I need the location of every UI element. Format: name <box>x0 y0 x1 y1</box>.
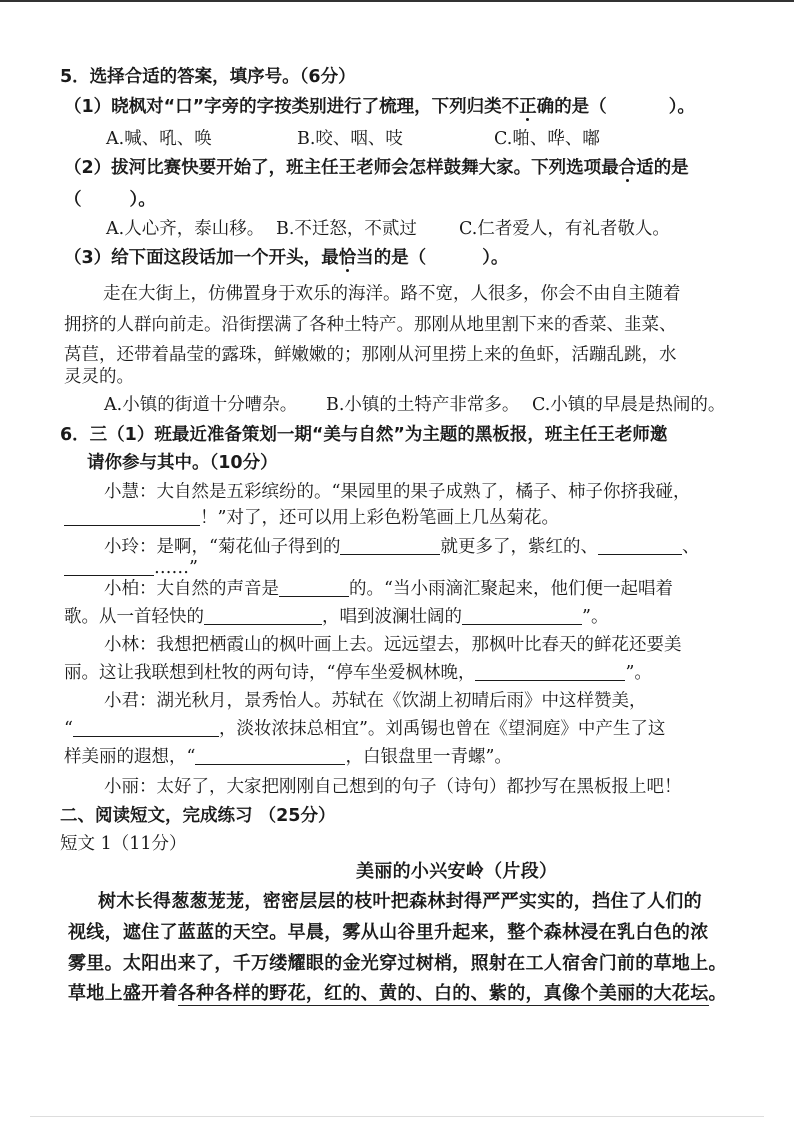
q5-passage-line: 走在大街上，仿佛置身于欢乐的海洋。路不宽，人很多，你会不由自主随着 <box>103 284 681 304</box>
q6-xiaobai-text-c: 歌。从一首轻快的 <box>64 607 204 627</box>
q6-xiaobai-blank-1[interactable] <box>279 578 349 597</box>
q5-sub2-pre: （2）拔河比赛快要开始了，班主任王老师会怎样鼓舞大家。下列选项 <box>64 158 602 178</box>
q5-sub3-close: ）。 <box>482 248 509 268</box>
q6-huixi-line2-text: ！”对了，还可以用上彩色粉笔画上几丛菊花。 <box>200 508 559 528</box>
q6-xiaobai-text-b: 的。“当小雨滴汇聚起来，他们便一起唱着 <box>349 579 673 599</box>
q5-sub2-close: ）。 <box>129 190 156 210</box>
q5-sub3 <box>64 247 508 269</box>
q6-xiaojun-open-quote: “ <box>64 719 73 739</box>
q5-sub2-post: 的是 <box>653 158 689 178</box>
q5-sub2-cont <box>64 189 156 211</box>
q6-xiaoling-text-c: 、 <box>681 537 700 557</box>
q5-sub3-option-a: A.小镇的街道十分嘈杂。 <box>104 395 298 415</box>
story-line: 树木长得葱葱茏茏，密密层层的枝叶把森林封得严严实实的，挡住了人们的 <box>98 891 702 912</box>
q6-xiaoling-text-b: 就更多了，紫红的、 <box>440 537 598 557</box>
q5-sub3-post: 的是（ <box>373 248 427 268</box>
q6-xiaojun-line1: 小君：湖光秋月，景秀怡人。苏轼在《饮湖上初晴后雨》中这样赞美， <box>104 691 647 711</box>
q6-xiaojun-line2 <box>64 718 665 740</box>
q5-passage-line: 灵灵的。 <box>64 367 134 387</box>
story-line: 视线，遮住了蓝蓝的天空。早晨，雾从山谷里升起来，整个森林浸在乳白色的浓 <box>68 922 709 943</box>
q6-xiaobai-text-e: ”。 <box>582 607 609 627</box>
q6-title-line1: 6．三（1）班最近准备策划一期“美与自然”为主题的黑板报，班主任王老师邀 <box>60 425 668 445</box>
section2-title: 二、阅读短文，完成练习 （25分） <box>60 806 336 826</box>
q5-passage-line: 莴苣，还带着晶莹的露珠，鲜嫩嫩的；那刚从河里捞上来的鱼虾，活蹦乱跳，水 <box>64 345 677 365</box>
q6-xiaobai-line2 <box>64 606 608 628</box>
story-title: 美丽的小兴安岭（片段） <box>356 861 558 882</box>
q6-xiaobai-text-d: ，唱到波澜壮阔的 <box>322 607 462 627</box>
q6-xiaoling-blank-1[interactable] <box>340 536 440 555</box>
page-bottom-line <box>30 1116 764 1117</box>
page-top-border <box>0 0 794 2</box>
q5-sub2 <box>64 157 689 179</box>
q5-sub1-option-b: B.咬、咽、吱 <box>297 129 403 149</box>
q5-sub3-option-c: C.小镇的早晨是热闹的。 <box>532 395 726 415</box>
q6-xiaojun-blank-2[interactable] <box>195 746 345 765</box>
q5-sub1-option-a: A.喊、吼、唤 <box>106 129 212 149</box>
q6-xiaoling-line2-end: ……” <box>154 558 198 578</box>
q6-xiaoling-line2 <box>64 557 198 579</box>
q6-xiaolin-line2 <box>64 662 652 684</box>
q5-sub1-post: 的是（ <box>554 97 607 117</box>
q6-xiaobai-blank-2[interactable] <box>204 606 322 625</box>
q6-xiaolin-line1: 小林：我想把栖霞山的枫叶画上去。远远望去，那枫叶比春天的鲜花还要美 <box>104 635 682 655</box>
q6-xiaoli-line: 小丽：太好了，大家把刚刚自己想到的句子（诗句）都抄写在黑板报上吧！ <box>104 777 682 797</box>
section2-passage-label: 短文 1（11分） <box>60 834 187 854</box>
q6-title-line2: 请你参与其中。（10分） <box>87 453 278 473</box>
q5-passage-line: 拥挤的人群向前走。沿街摆满了各种土特产。那刚从地里割下来的香菜、韭菜、 <box>64 315 677 335</box>
story-line: 雾里。太阳出来了，千万缕耀眼的金光穿过树梢，照射在工人宿舍门前的草地上。 <box>68 953 727 974</box>
q5-title: 5．选择合适的答案，填序号。（6分） <box>60 67 356 87</box>
q6-xiaoling-text-a: 小玲：是啊，“菊花仙子得到的 <box>104 537 341 557</box>
story-underlined-sentence: 各种各样的野花，红的、黄的、白的、紫的，真像个美丽的大花坛 <box>177 983 709 1004</box>
q5-sub3-dotted: 最恰当 <box>321 248 374 268</box>
story-last-line <box>68 983 727 1005</box>
story-last-end: 。 <box>708 983 727 1004</box>
q5-sub1-pre: （1）晓枫对“口”字旁的字按类别进行了梳理，下列归类 <box>64 97 502 117</box>
q5-sub2-dotted: 最合适 <box>601 158 654 178</box>
q5-sub1-dotted: 不正确 <box>501 97 555 117</box>
story-last-pre: 草地上盛开着 <box>68 983 178 1004</box>
q5-sub2-option-b: B.不迁怒，不贰过 <box>276 219 417 239</box>
q5-sub2-open: （ <box>64 190 82 210</box>
q6-xiaobai-blank-3[interactable] <box>462 606 582 625</box>
q5-sub3-pre: （3）给下面这段话加一个开头， <box>64 248 322 268</box>
q6-xiaolin-text-a: 丽。这让我联想到杜牧的两句诗，“停车坐爱枫林晚， <box>64 663 476 683</box>
q6-huixi-line2 <box>64 507 559 529</box>
q6-xiaoling-blank-2[interactable] <box>598 536 682 555</box>
q6-xiaojun-text-c: 样美丽的遐想，“ <box>64 747 196 767</box>
q5-sub1-option-c: C.啪、哗、嘟 <box>494 129 600 149</box>
q6-xiaobai-text-a: 小柏：大自然的声音是 <box>104 579 279 599</box>
q5-sub2-option-a: A.人心齐，泰山移。 <box>106 219 265 239</box>
q6-huixi-line1: 小慧：大自然是五彩缤纷的。“果园里的果子成熟了，橘子、柿子你挤我碰， <box>104 482 691 502</box>
q6-xiaojun-blank-1[interactable] <box>73 718 219 737</box>
q6-xiaojun-text-b: ，淡妆浓抹总相宜”。刘禹锡也曾在《望洞庭》中产生了这 <box>218 719 666 739</box>
q5-sub2-option-c: C.仁者爱人，有礼者敬人。 <box>459 219 670 239</box>
q6-huixi-blank[interactable] <box>64 507 200 526</box>
q6-xiaobai-line1 <box>104 578 673 600</box>
q6-xiaolin-text-b: ”。 <box>625 663 652 683</box>
q5-sub1-close: ）。 <box>668 97 695 117</box>
q6-xiaojun-text-d: ，白银盘里一青螺”。 <box>345 747 512 767</box>
q6-xiaoling-blank-3[interactable] <box>64 557 154 576</box>
q6-xiaolin-blank[interactable] <box>475 662 625 681</box>
q6-xiaoling-line1 <box>104 536 699 558</box>
q6-xiaojun-line3 <box>64 746 512 768</box>
q5-sub3-option-b: B.小镇的土特产非常多。 <box>326 395 520 415</box>
q5-sub1 <box>64 96 695 118</box>
